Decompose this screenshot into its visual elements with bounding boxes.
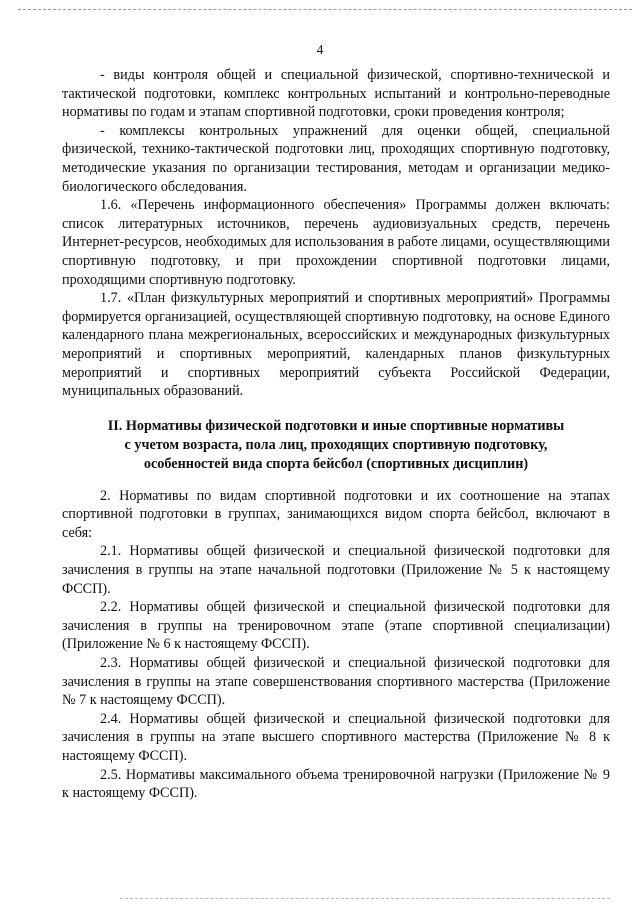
scan-edge-bottom [120, 898, 610, 899]
paragraph-2-5: 2.5. Нормативы максимального объема тренировочной нагрузки (Приложение № 9 к настоящему ФССП). [62, 766, 610, 802]
section-heading-line-3: особенностей вида спорта бейсбол (спортивных дисциплин) [143, 455, 529, 472]
paragraph-control-exercises: - комплексы контрольных упражнений для оценки общей, специальной физической, технико-тактической подготовки лиц, проходящих спортивную подготовку, методические указания по организации тестирования, методам и организации медико-биологического обследования. [62, 122, 610, 195]
paragraph-1-6: 1.6. «Перечень информационного обеспечения» Программы должен включать: список литературных источников, перечень аудиовизуальных средств, перечень Интернет-ресурсов, необходимых для использования в работе лицами, осуществляющими спортивную подготовку, и при прохождении спортивной подготовки лицами, проходящими спортивную подготовку. [62, 197, 610, 288]
paragraph-2: 2. Нормативы по видам спортивной подготовки и их соотношение на этапах спортивной подготовки в группах, занимающихся видом спорта бейсбол, включают в себя: [62, 487, 610, 541]
page-number: 4 [316, 42, 324, 57]
paragraph-2-1: 2.1. Нормативы общей физической и специальной физической подготовки для зачисления в группы на этапе начальной подготовки (Приложение № 5 к настоящему ФССП). [62, 543, 610, 597]
paragraph-2-2: 2.2. Нормативы общей физической и специальной физической подготовки для зачисления в группы на тренировочном этапе (этапе спортивной специализации) (Приложение № 6 к настоящему ФССП). [62, 599, 610, 653]
paragraph-control-types: - виды контроля общей и специальной физической, спортивно-технической и тактической подготовки, комплекс контрольных испытаний и контрольно-переводные нормативы по годам и этапам спортивной подготовки, сроки проведения контроля; [62, 67, 610, 121]
scan-edge-top [18, 9, 632, 10]
document-body [62, 66, 610, 803]
section-heading-line-1: II. Нормативы физической подготовки и иные спортивные нормативы [107, 417, 565, 434]
section-heading [62, 417, 610, 474]
section-heading-line-2: с учетом возраста, пола лиц, проходящих спортивную подготовку, [124, 436, 548, 453]
paragraph-1-7: 1.7. «План физкультурных мероприятий и спортивных мероприятий» Программы формируется организацией, осуществляющей спортивную подготовку, на основе Единого календарного плана межрегиональных, всероссийских и международных физкультурных мероприятий и спортивных мероприятий, календарных планов физкультурных мероприятий и спортивных мероприятий субъекта Российской Федерации, муниципальных образований. [62, 290, 610, 400]
paragraph-2-4: 2.4. Нормативы общей физической и специальной физической подготовки для зачисления в группы на этапе высшего спортивного мастерства (Приложение № 8 к настоящему ФССП). [62, 710, 610, 764]
paragraph-2-3: 2.3. Нормативы общей физической и специальной физической подготовки для зачисления в группы на этапе совершенствования спортивного мастерства (Приложение № 7 к настоящему ФССП). [62, 655, 610, 709]
